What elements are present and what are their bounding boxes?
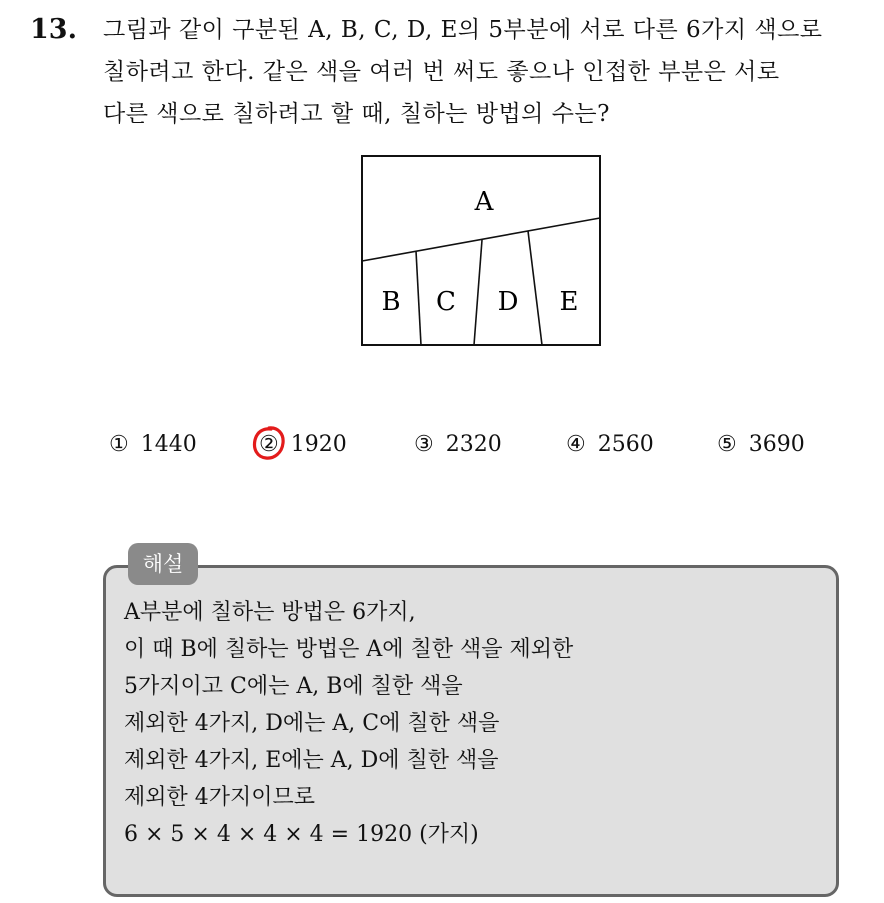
choice-number: ① xyxy=(109,432,129,457)
label-a: A xyxy=(474,187,494,217)
choice-number: ④ xyxy=(566,432,586,457)
choice-value: 3690 xyxy=(748,432,805,457)
explanation-line: 제외한 4가지이므로 xyxy=(124,785,316,810)
label-e: E xyxy=(559,287,579,317)
explanation-line: 6 × 5 × 4 × 4 × 4 = 1920 (가지) xyxy=(124,822,479,847)
explanation-line: 제외한 4가지, E에는 A, D에 칠한 색을 xyxy=(124,748,499,773)
choice-4[interactable] xyxy=(566,426,654,464)
label-c: C xyxy=(436,287,456,317)
choice-value: 2560 xyxy=(597,432,654,457)
question-number: 13. xyxy=(30,14,77,45)
label-d: D xyxy=(497,287,519,317)
choice-5[interactable] xyxy=(717,426,805,464)
explanation-line: A부분에 칠하는 방법은 6가지, xyxy=(124,600,416,625)
explanation-line: 제외한 4가지, D에는 A, C에 칠한 색을 xyxy=(124,711,500,736)
choice-value: 1440 xyxy=(140,432,197,457)
question-line: 칠하려고 한다. 같은 색을 여러 번 써도 좋으나 인접한 부분은 서로 xyxy=(103,59,780,85)
explanation-text xyxy=(124,596,824,855)
explanation-line: 이 때 B에 칠하는 방법은 A에 칠한 색을 제외한 xyxy=(124,637,574,662)
choice-number: ② xyxy=(259,432,279,457)
choice-1[interactable] xyxy=(109,426,197,464)
answer-choices xyxy=(0,426,884,466)
region-diagram xyxy=(361,155,602,347)
explanation-tag: 해설 xyxy=(128,543,198,585)
label-b: B xyxy=(381,287,401,317)
choice-number: ⑤ xyxy=(717,432,737,457)
choice-number: ③ xyxy=(414,432,434,457)
question-text xyxy=(103,12,873,138)
question-line: 다른 색으로 칠하려고 할 때, 칠하는 방법의 수는? xyxy=(103,101,610,127)
choice-3[interactable] xyxy=(414,426,502,464)
choice-value: 1920 xyxy=(290,432,347,457)
question-line: 그림과 같이 구분된 A, B, C, D, E의 5부분에 서로 다른 6가지 색으로 xyxy=(103,17,823,43)
answer-circle-marker xyxy=(251,424,287,462)
explanation-line: 5가지이고 C에는 A, B에 칠한 색을 xyxy=(124,674,463,699)
choice-value: 2320 xyxy=(445,432,502,457)
